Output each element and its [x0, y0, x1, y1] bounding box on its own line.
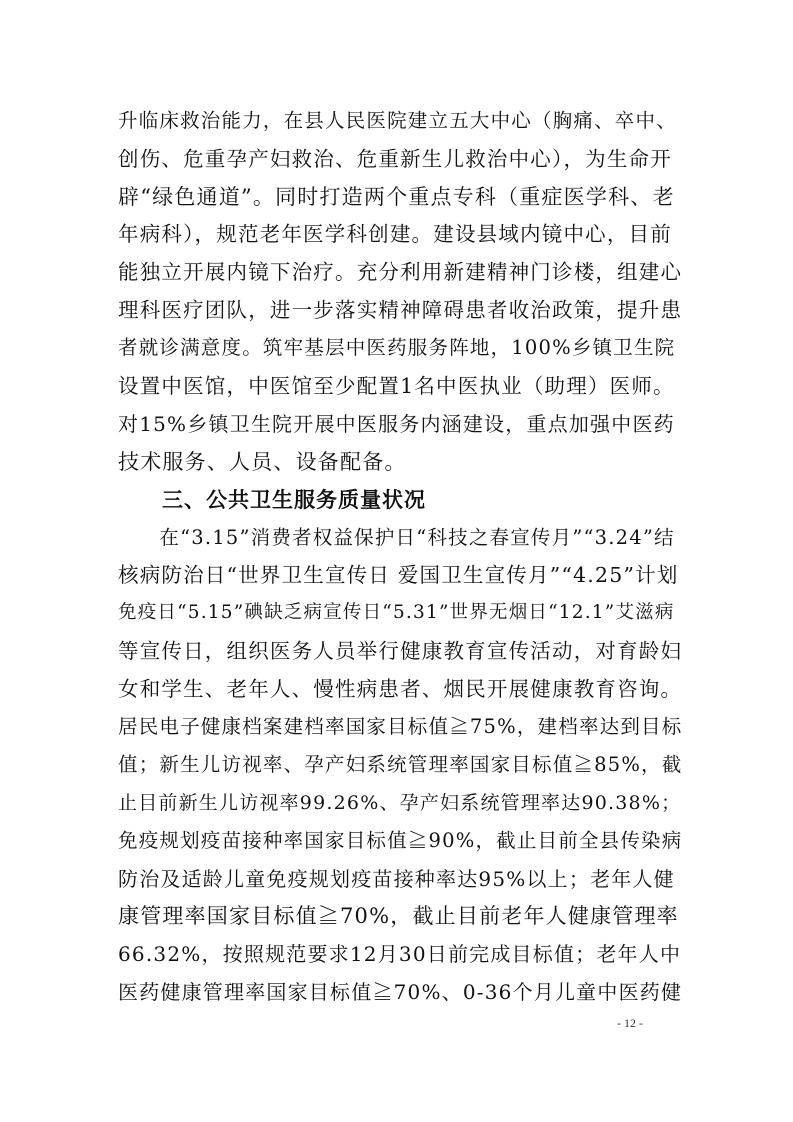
body-text-line: 止目前新生儿访视率99.26%、孕产妇系统管理率达90.38%； — [118, 792, 682, 814]
body-text-line: 免疫规划疫苗接种率国家目标值≧90%，截止目前全县传染病 — [118, 829, 683, 852]
body-text-line: 免疫日“5.15”碘缺乏病宣传日“5.31”世界无烟日“12.1”艾滋病 — [118, 602, 675, 623]
body-text-line: 者就诊满意度。筑牢基层中医药服务阵地，100%乡镇卫生院 — [118, 336, 676, 359]
body-text-line: 防治及适龄儿童免疫规划疫苗接种率达95%以上；老年人健 — [118, 867, 675, 891]
body-text-line: 女和学生、老年人、慢性病患者、烟民开展健康教育咨询。 — [118, 677, 683, 701]
section-heading: 三、公共卫生服务质量状况 — [118, 488, 426, 512]
body-text-line: 年病科），规范老年医学科创建。建设县域内镜中心，目前 — [118, 222, 672, 246]
body-text-line: 创伤、危重孕产妇救治、危重新生儿救治中心），为生命开 — [118, 147, 672, 171]
body-text-line: 辟“绿色通道”。同时打造两个重点专科（重症医学科、老 — [118, 185, 675, 209]
body-text-line: 设置中医馆，中医馆至少配置1名中医执业（助理）医师。 — [118, 374, 675, 398]
page-number: - 12 - — [617, 1016, 643, 1030]
body-text-line: 66.32%，按照规范要求12月30日前完成目标值；老年人中 — [118, 942, 682, 966]
body-text-line: 康管理率国家目标值≧70%，截止目前老年人健康管理率 — [118, 904, 679, 928]
body-text-line: 核病防治日“世界卫生宣传日 爱国卫生宣传月”“4.25”计划 — [118, 563, 679, 587]
body-text-line: 对15%乡镇卫生院开展中医服务内涵建设，重点加强中医药 — [118, 412, 675, 436]
body-text-line: 升临床救治能力，在县人民医院建立五大中心（胸痛、卒中、 — [118, 109, 677, 132]
body-text-line: 能独立开展内镜下治疗。充分利用新建精神门诊楼，组建心 — [118, 260, 683, 284]
body-text-line: 值；新生儿访视率、孕产妇系统管理率国家目标值≧85%，截 — [118, 753, 683, 776]
body-text-line: 技术服务、人员、设备配备。 — [118, 450, 407, 474]
body-text-line: 医药健康管理率国家目标值≧70%、0-36个月儿童中医药健 — [118, 980, 683, 1004]
body-text-line: 居民电子健康档案建档率国家目标值≧75%，建档率达到目标 — [118, 715, 683, 738]
body-text-line: 理科医疗团队，进一步落实精神障碍患者收治政策，提升患 — [118, 298, 683, 322]
body-text-line: 等宣传日，组织医务人员举行健康教育宣传活动，对育龄妇 — [118, 639, 683, 663]
body-text-line: 在“3.15”消费者权益保护日“科技之春宣传月”“3.24”结 — [118, 526, 675, 549]
